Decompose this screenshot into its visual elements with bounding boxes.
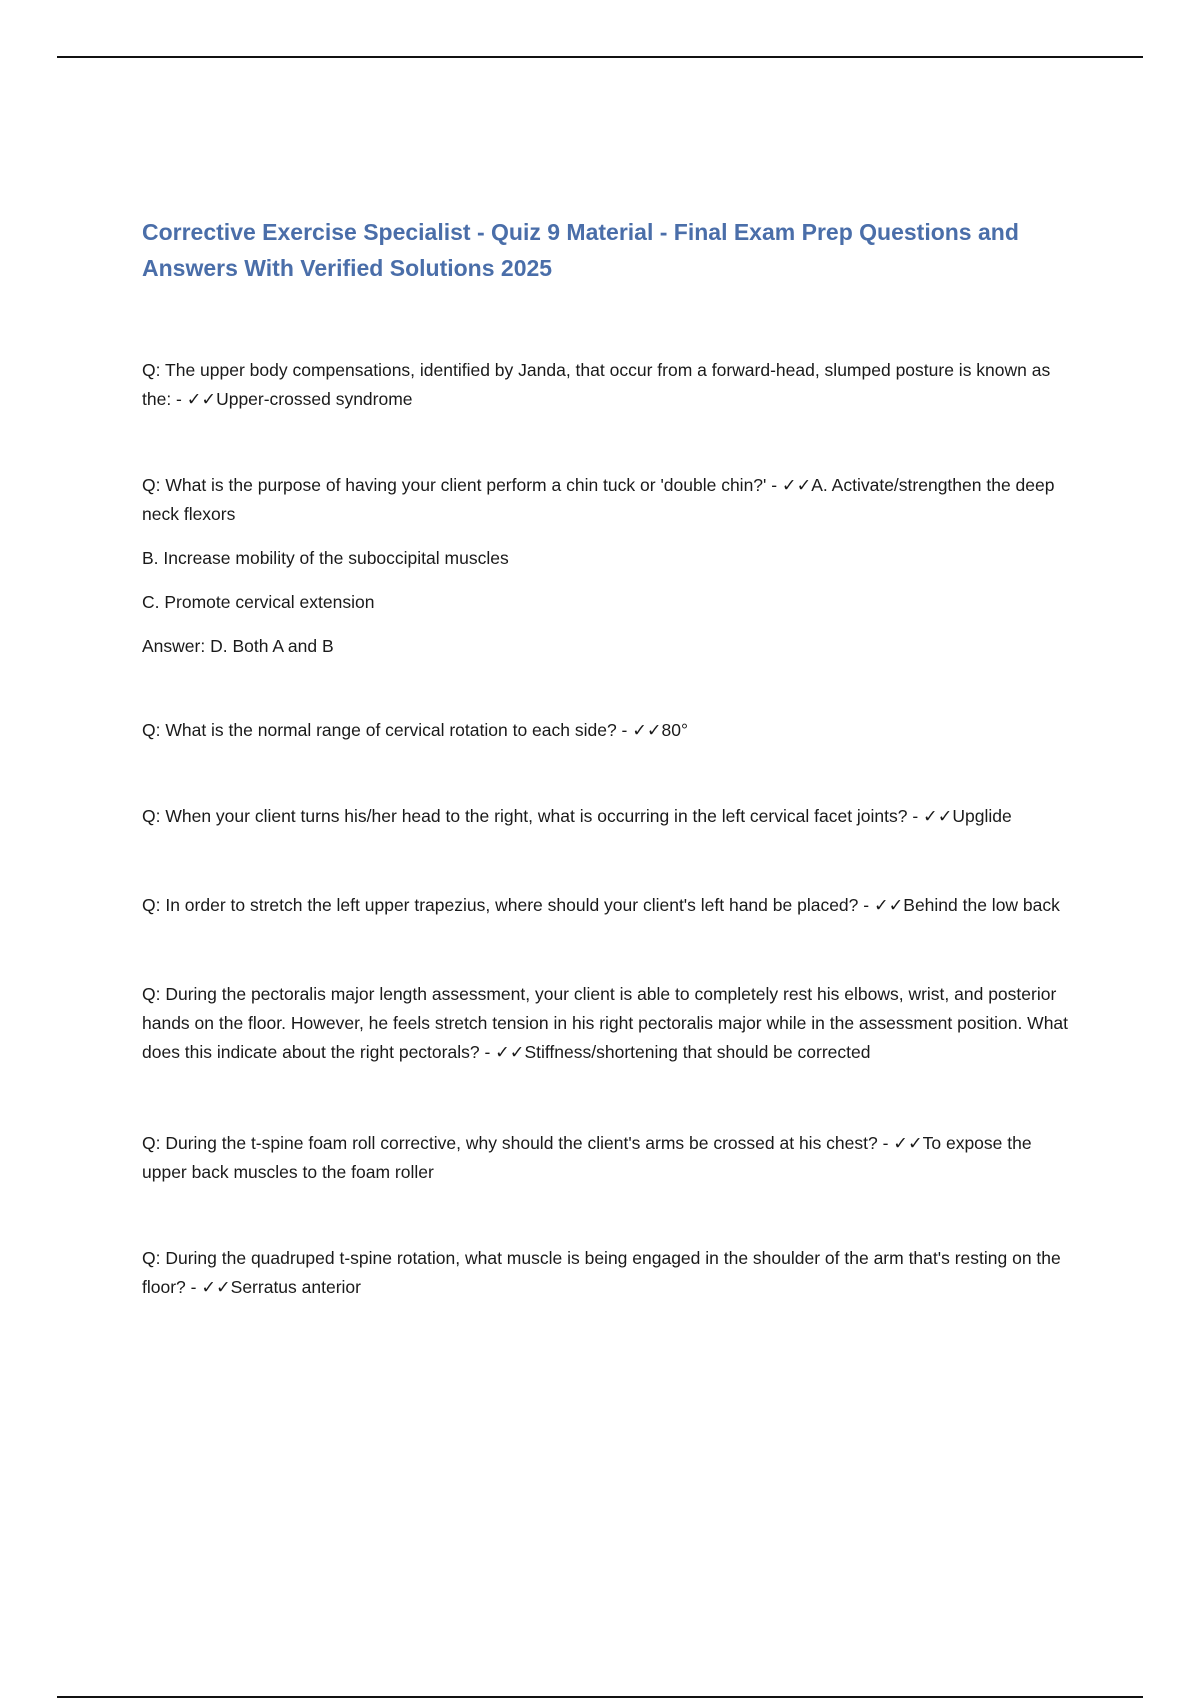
qa-item-8 <box>142 1244 1072 1302</box>
qa-option-b: B. Increase mobility of the suboccipital muscles <box>142 548 509 568</box>
qa-text: Q: During the quadruped t-spine rotation, what muscle is being engaged in the shoulder of the arm that's resting on the floor? - ✓✓Serratus anterior <box>142 1248 1061 1297</box>
top-rule <box>57 56 1143 58</box>
qa-item-6 <box>142 980 1072 1067</box>
qa-text: Q: During the pectoralis major length assessment, your client is able to completely rest his elbows, wrist, and posterior hands on the floor. However, he feels stretch tension in his right pectoralis major while in the assessment position. What does this indicate about the right pectorals? - ✓✓Stiffness/shortening that should be corrected <box>142 984 1069 1062</box>
qa-item-4 <box>142 802 1072 831</box>
qa-option-c: C. Promote cervical extension <box>142 592 375 612</box>
qa-text: Q: During the t-spine foam roll corrective, why should the client's arms be crossed at his chest? - ✓✓To expose the upper back muscles to the foam roller <box>142 1133 1032 1182</box>
qa-item-1 <box>142 356 1072 414</box>
qa-item-3 <box>142 716 1072 745</box>
qa-text: Q: When your client turns his/her head to the right, what is occurring in the left cervical facet joints? - ✓✓Upglide <box>142 806 1012 826</box>
qa-item-2 <box>142 471 1072 661</box>
qa-text: Q: What is the normal range of cervical rotation to each side? - ✓✓80° <box>142 720 689 740</box>
bottom-rule <box>57 1696 1143 1698</box>
qa-item-7 <box>142 1129 1072 1187</box>
qa-answer: Answer: D. Both A and B <box>142 636 334 656</box>
qa-text: Q: The upper body compensations, identified by Janda, that occur from a forward-head, slumped posture is known as the: - ✓✓Upper-crossed syndrome <box>142 360 1051 409</box>
qa-item-5 <box>142 891 1072 920</box>
document-title: Corrective Exercise Specialist - Quiz 9 Material - Final Exam Prep Questions and Answers With Verified Solutions 2025 <box>142 219 1019 281</box>
document-body <box>142 214 1072 1302</box>
qa-text: Q: In order to stretch the left upper trapezius, where should your client's left hand be placed? - ✓✓Behind the low back <box>142 895 1060 915</box>
qa-text: Q: What is the purpose of having your client perform a chin tuck or 'double chin?' - ✓✓A. Activate/strengthen the deep neck flexors <box>142 475 1055 524</box>
qa-list <box>142 356 1072 1302</box>
